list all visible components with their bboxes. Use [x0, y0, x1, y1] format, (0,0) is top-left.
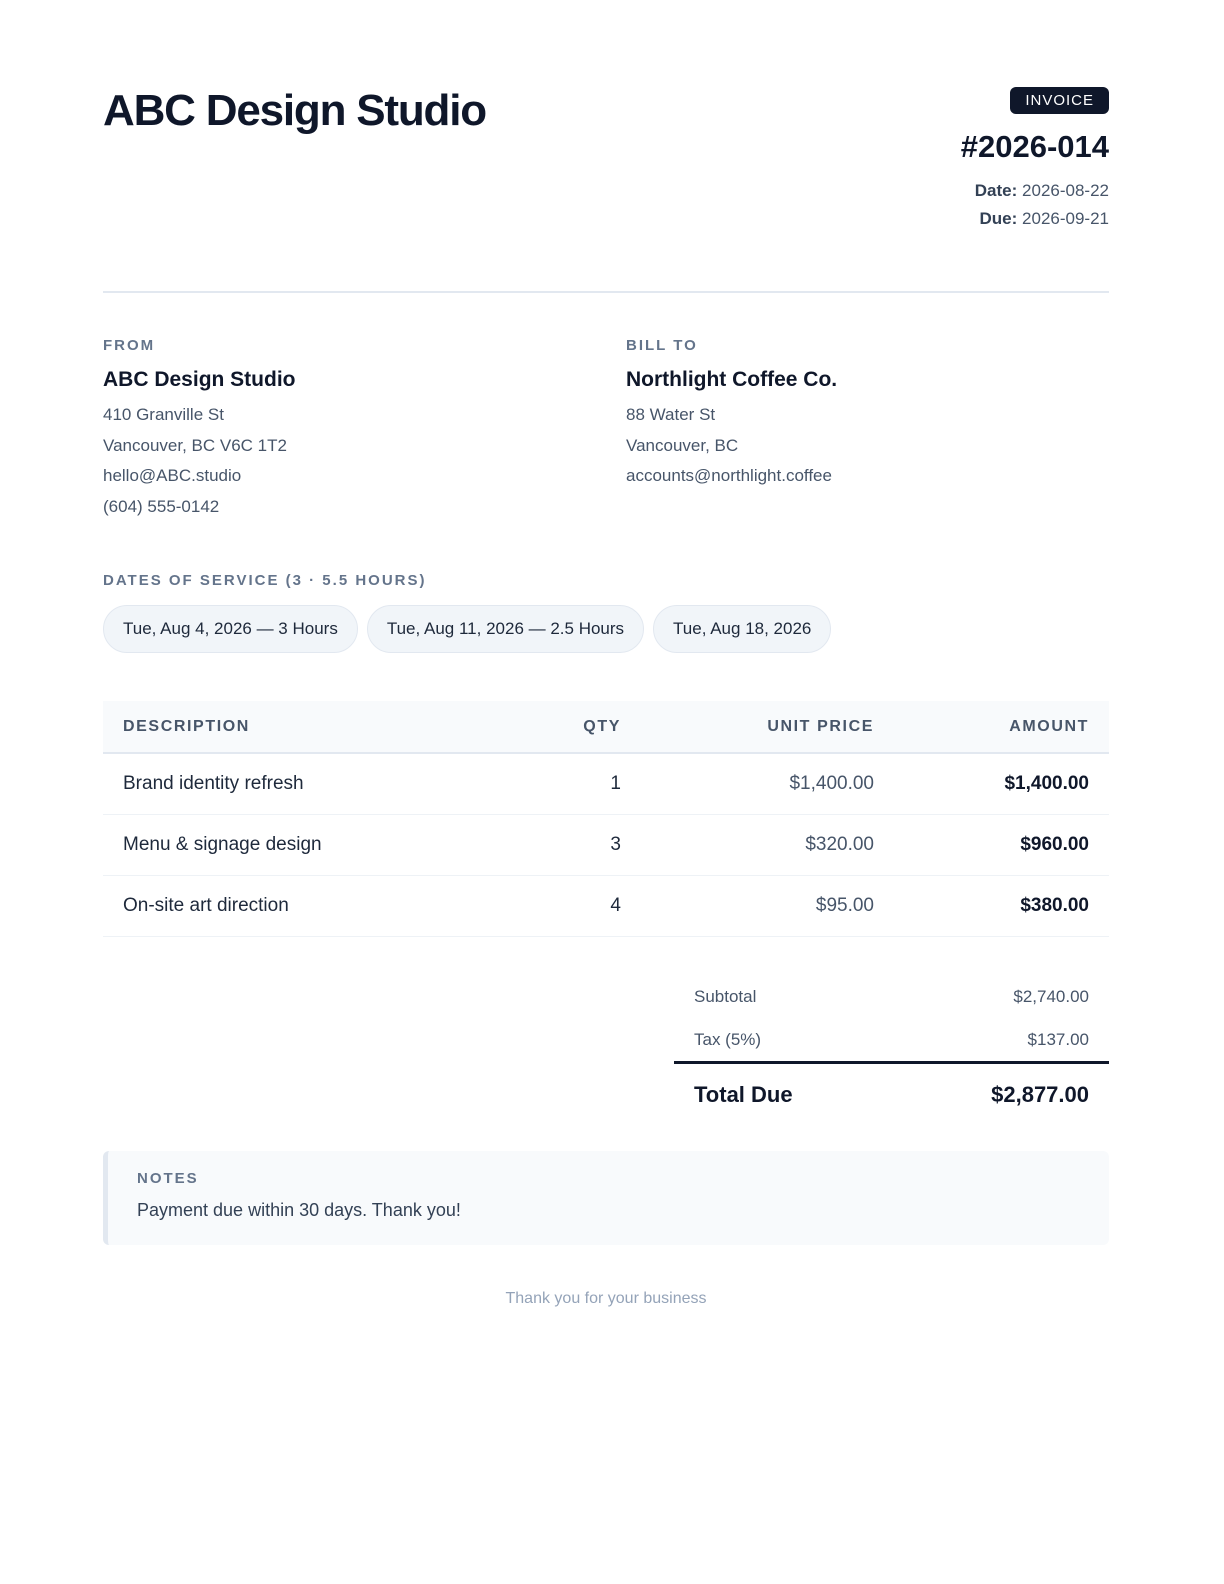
from-label: FROM [103, 337, 156, 354]
header-qty: QTY [503, 701, 641, 753]
item-qty: 1 [503, 753, 641, 814]
notes-text: Payment due within 30 days. Thank you! [137, 1200, 461, 1220]
total-due-row [674, 1061, 1109, 1125]
table-row [103, 753, 1109, 814]
service-date-chip: Tue, Aug 18, 2026 [653, 605, 831, 653]
service-date-chip: Tue, Aug 11, 2026 — 2.5 Hours [367, 605, 644, 653]
invoice-date [709, 177, 1109, 205]
item-amount: $960.00 [894, 814, 1109, 875]
item-description: Menu & signage design [103, 814, 503, 875]
table-row [103, 814, 1109, 875]
from-section [103, 337, 583, 522]
notes-box [103, 1151, 1109, 1245]
table-row [103, 875, 1109, 936]
bill-to-label: BILL TO [626, 337, 698, 354]
subtotal-label: Subtotal [694, 986, 757, 1006]
bill-to-email: accounts@northlight.coffee [626, 466, 832, 485]
invoice-due [709, 205, 1109, 233]
date-value: 2026-08-22 [1022, 181, 1109, 200]
item-unit-price: $95.00 [641, 875, 894, 936]
header-amount: AMOUNT [894, 701, 1109, 753]
subtotal-row [674, 975, 1109, 1018]
item-qty: 4 [503, 875, 641, 936]
tax-value: $137.00 [1027, 1029, 1089, 1049]
item-amount: $1,400.00 [894, 753, 1109, 814]
totals-section [674, 975, 1109, 1125]
service-dates-section [103, 572, 1109, 653]
item-qty: 3 [503, 814, 641, 875]
bill-to-city: Vancouver, BC [626, 435, 739, 455]
item-amount: $380.00 [894, 875, 1109, 936]
date-label: Date: [974, 181, 1018, 200]
tax-row [674, 1018, 1109, 1061]
item-unit-price: $320.00 [641, 814, 894, 875]
line-items-table [103, 701, 1109, 937]
due-label: Due: [979, 209, 1018, 228]
invoice-meta [709, 87, 1109, 233]
from-name: ABC Design Studio [103, 368, 296, 391]
invoice-dates [709, 177, 1109, 233]
header-divider [103, 291, 1109, 293]
header-unit-price: UNIT PRICE [641, 701, 894, 753]
item-description: On-site art direction [103, 875, 503, 936]
service-dates-label: DATES OF SERVICE (3 · 5.5 HOURS) [103, 572, 427, 589]
table-header-row [103, 701, 1109, 753]
bill-to-address [626, 400, 1106, 492]
header-description: DESCRIPTION [103, 701, 503, 753]
total-due-value: $2,877.00 [991, 1081, 1089, 1107]
studio-name: ABC Design Studio [103, 86, 486, 135]
from-address [103, 400, 583, 522]
from-city: Vancouver, BC V6C 1T2 [103, 435, 287, 455]
service-date-chip: Tue, Aug 4, 2026 — 3 Hours [103, 605, 358, 653]
bill-to-section [626, 337, 1106, 492]
total-due-label: Total Due [694, 1081, 793, 1107]
bill-to-name: Northlight Coffee Co. [626, 368, 838, 391]
from-street: 410 Granville St [103, 405, 224, 424]
invoice-badge: INVOICE [1010, 87, 1109, 114]
item-unit-price: $1,400.00 [641, 753, 894, 814]
due-value: 2026-09-21 [1022, 209, 1109, 228]
from-phone: (604) 555-0142 [103, 496, 220, 516]
notes-label: NOTES [137, 1170, 199, 1187]
tax-label: Tax (5%) [694, 1029, 762, 1049]
footer-message: Thank you for your business [505, 1290, 707, 1307]
service-date-chips [103, 605, 1109, 653]
from-email: hello@ABC.studio [103, 466, 242, 485]
subtotal-value: $2,740.00 [1013, 986, 1089, 1006]
item-description: Brand identity refresh [103, 753, 503, 814]
invoice-number: #2026-014 [960, 129, 1109, 164]
bill-to-street: 88 Water St [626, 405, 716, 424]
